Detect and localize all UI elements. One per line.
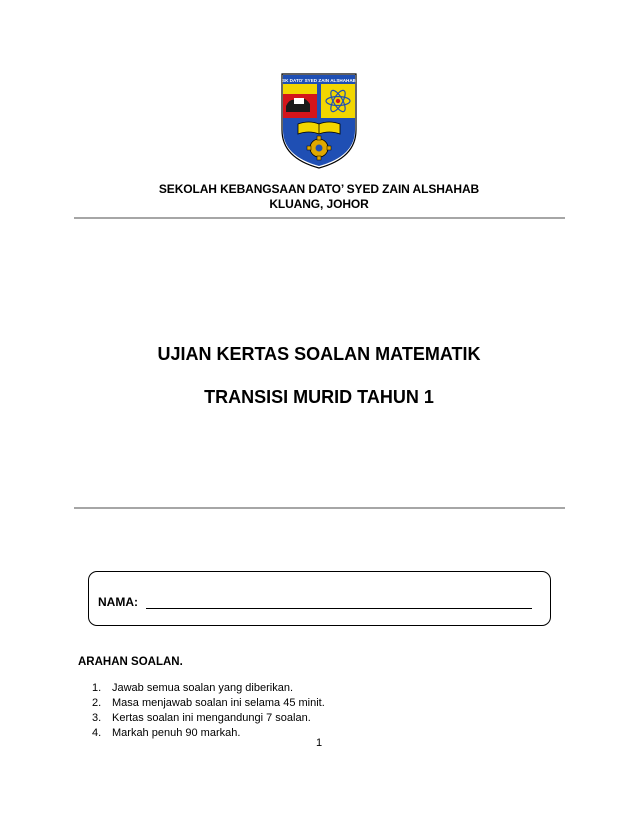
instruction-text: Masa menjawab soalan ini selama 45 minit. <box>112 697 325 709</box>
top-divider <box>74 217 565 219</box>
school-name: SEKOLAH KEBANGSAAN DATO’ SYED ZAIN ALSHAHAB <box>158 182 480 196</box>
instruction-number: 3. <box>92 712 102 724</box>
crest-banner-text: SK DATO' SYED ZAIN ALSHAHAB <box>282 78 356 83</box>
instruction-text: Jawab semua soalan yang diberikan. <box>112 682 294 694</box>
instruction-number: 4. <box>92 727 102 739</box>
exam-subtitle: TRANSISI MURID TAHUN 1 <box>204 387 434 407</box>
instruction-item <box>92 697 325 709</box>
school-crest-logo <box>280 72 358 170</box>
name-box <box>88 571 551 626</box>
name-input-line[interactable] <box>146 608 532 609</box>
school-location: KLUANG, JOHOR <box>269 197 369 211</box>
exam-title: UJIAN KERTAS SOALAN MATEMATIK <box>157 344 481 364</box>
instruction-item <box>92 712 311 724</box>
instruction-number: 2. <box>92 697 102 709</box>
instruction-text: Kertas soalan ini mengandungi 7 soalan. <box>112 712 311 724</box>
page-number: 1 <box>315 737 323 749</box>
instruction-text: Markah penuh 90 markah. <box>112 727 241 739</box>
bottom-divider <box>74 507 565 509</box>
name-label: NAMA: <box>98 595 138 609</box>
instruction-item <box>92 682 293 694</box>
instruction-number: 1. <box>92 682 102 694</box>
instructions-heading: ARAHAN SOALAN. <box>78 656 183 668</box>
